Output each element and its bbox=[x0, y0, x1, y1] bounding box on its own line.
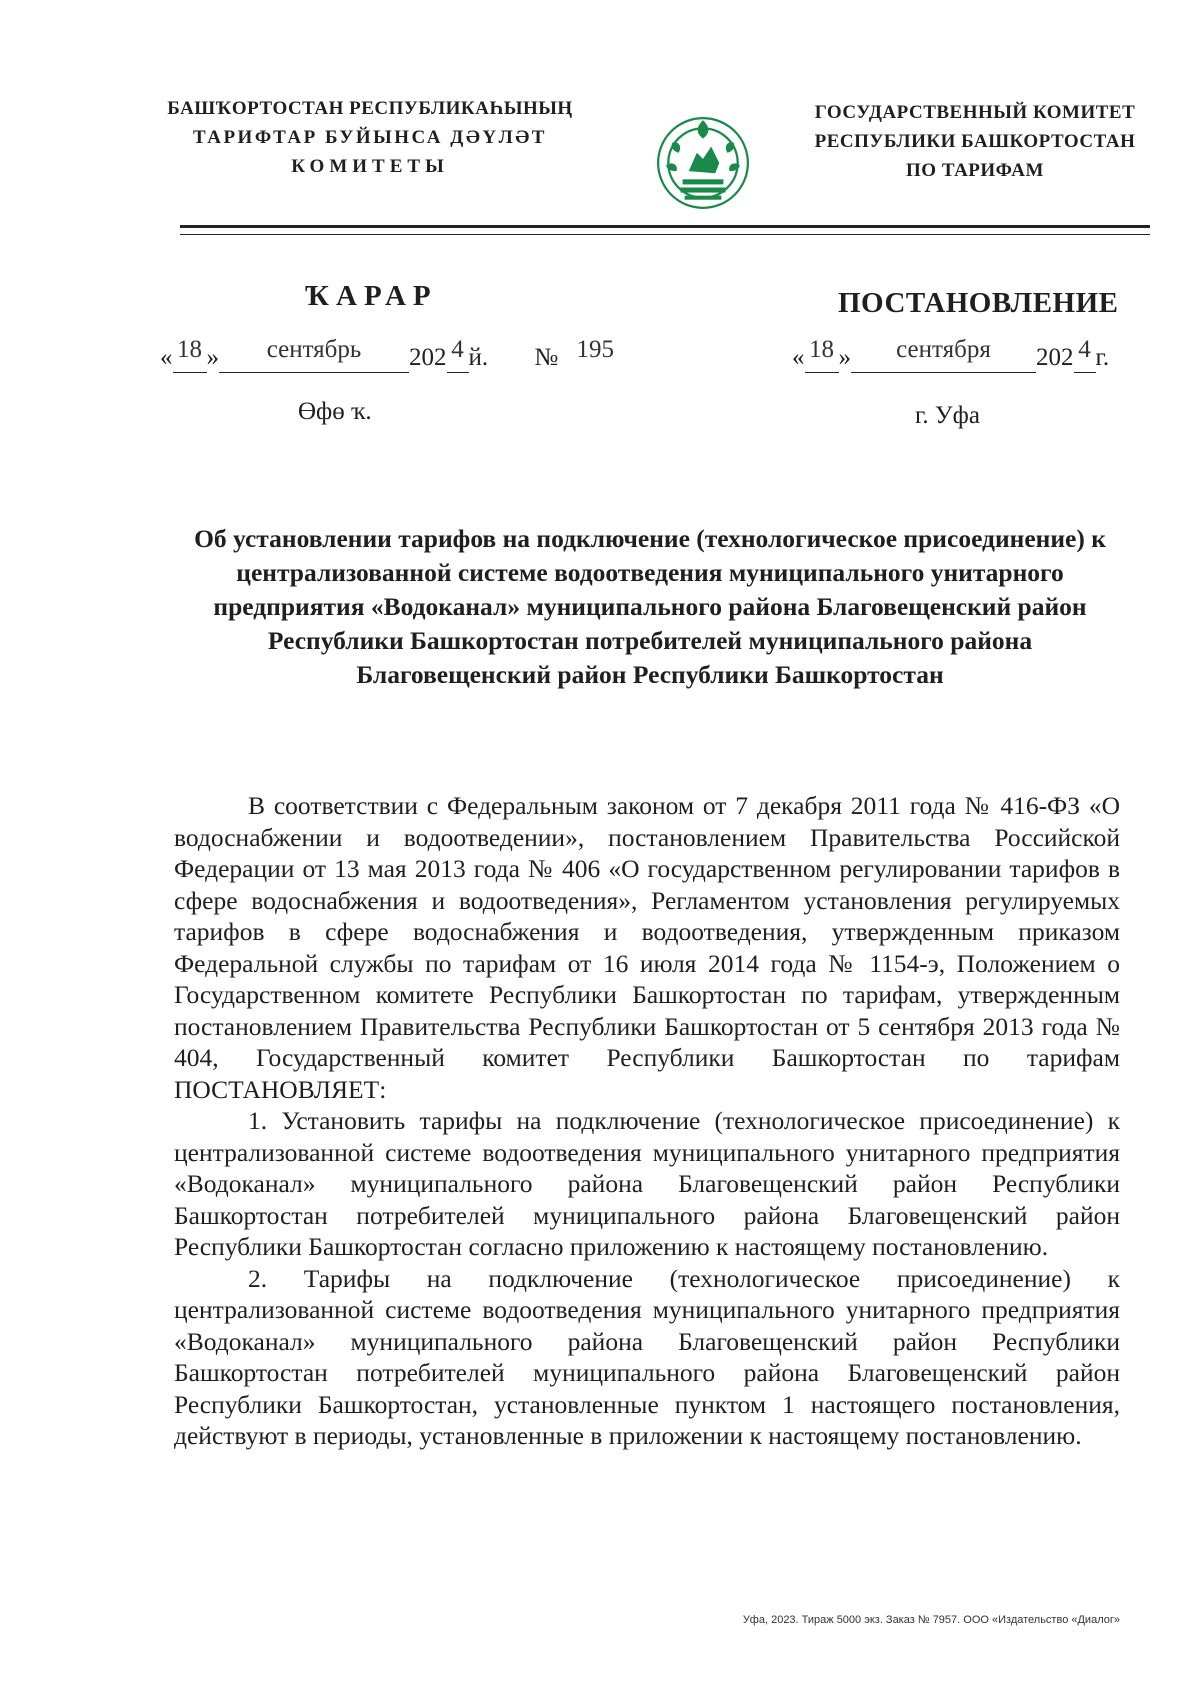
header-right-line-2: РЕСПУБЛИКИ БАШКОРТОСТАН bbox=[814, 131, 1136, 152]
document-body bbox=[174, 790, 1120, 1452]
bashkir-month: сентябрь bbox=[266, 336, 362, 363]
russian-year-prefix: 202 bbox=[1036, 344, 1074, 371]
bashkir-quote-close: » bbox=[206, 344, 219, 371]
bashkir-city: Өфө ҡ. bbox=[298, 398, 372, 425]
russian-quote-open: « bbox=[792, 344, 805, 371]
bashkir-quote-open: « bbox=[160, 344, 173, 371]
header-left-line-1: БАШҠОРТОСТАН РЕСПУБЛИКАҺЫНЫҢ bbox=[167, 98, 573, 119]
postanovlenie-title: ПОСТАНОВЛЕНИЕ bbox=[838, 287, 1119, 319]
bashkir-date-line bbox=[160, 336, 614, 373]
header-right-line-1: ГОСУДАРСТВЕННЫЙ КОМИТЕТ bbox=[814, 102, 1136, 123]
print-imprint: Уфа, 2023. Тираж 5000 экз. Заказ № 7957. ООО «Издательство «Диалог» bbox=[742, 1614, 1120, 1626]
bashkir-year-suffix: й. bbox=[468, 344, 489, 371]
document-number: 195 bbox=[576, 336, 614, 363]
russian-quote-close: » bbox=[838, 344, 851, 371]
russian-year-suffix: г. bbox=[1095, 344, 1110, 371]
body-paragraph-preamble: В соответствии с Федеральным законом от 7 декабря 2011 года № 416-ФЗ «О водоснабжении и водоотведении», постановлением Правительства Российской Федерации от 13 мая 2013 года № 406 «О государственном регулировании тарифов в сфере водоснабжения и водоотведения», Регламентом установления регулируемых тарифов в сфере водоснабжения и водоотведения, утвержденным приказом Федеральной службы по тарифам от 16 июля 2014 года № 1154-э, Положением о Государственном комитете Республики Башкортостан по тарифам, утвержденным постановлением Правительства Республики Башкортостан от 5 сентября 2013 года № 404, Государственный комитет Республики Башкортостан по тарифам ПОСТАНОВЛЯЕТ: bbox=[174, 791, 1120, 1104]
body-paragraph-2: 2. Тарифы на подключение (технологическое присоединение) к централизованной системе водоотведения муниципального унитарного предприятия «Водоканал» муниципального района Благовещенский район Республики Башкортостан потребителей муниципального района Благовещенский район Республики Башкортостан, установленные пунктом 1 настоящего постановления, действуют в периоды, установленные в приложении к настоящему постановлению. bbox=[174, 1263, 1120, 1450]
header-right-russian bbox=[780, 98, 1170, 185]
header-left-line-2: ТАРИФТАР БУЙЫНСА ДӘҮЛӘТ bbox=[193, 127, 547, 148]
document-title: Об установлении тарифов на подключение (технологическое присоединение) к централизованной системе водоотведения муниципального унитарного предприятия «Водоканал» муниципального района Благовещенский район Республики Башкортостан потребителей муниципального района Благовещенский район Республики Башкортостан bbox=[194, 524, 1106, 689]
document-number-label: № bbox=[534, 344, 559, 371]
header-rule-thick bbox=[180, 225, 1150, 228]
bashkir-day: 18 bbox=[177, 336, 202, 363]
russian-city: г. Уфа bbox=[915, 402, 980, 429]
russian-day: 18 bbox=[809, 336, 834, 363]
russian-year-digit: 4 bbox=[1078, 336, 1091, 363]
bashkir-year-digit: 4 bbox=[451, 336, 464, 363]
header-left-bashkir bbox=[150, 94, 590, 181]
body-paragraph-1: 1. Установить тарифы на подключение (технологическое присоединение) к централизованной системе водоотведения муниципального унитарного предприятия «Водоканал» муниципального района Благовещенский район Республики Башкортостан потребителей муниципального района Благовещенский район Республики Башкортостан согласно приложению к настоящему постановлению. bbox=[174, 1106, 1120, 1261]
russian-month: сентября bbox=[896, 336, 991, 363]
karar-title: ҠАРАР bbox=[305, 280, 438, 312]
header-left-line-3: КОМИТЕТЫ bbox=[291, 156, 449, 177]
russian-date-line bbox=[792, 336, 1110, 373]
header-right-line-3: ПО ТАРИФАМ bbox=[906, 160, 1044, 181]
header-rule-thin bbox=[180, 234, 1150, 235]
bashkir-year-prefix: 202 bbox=[409, 344, 447, 371]
bashkortostan-coat-of-arms-icon bbox=[652, 112, 754, 214]
